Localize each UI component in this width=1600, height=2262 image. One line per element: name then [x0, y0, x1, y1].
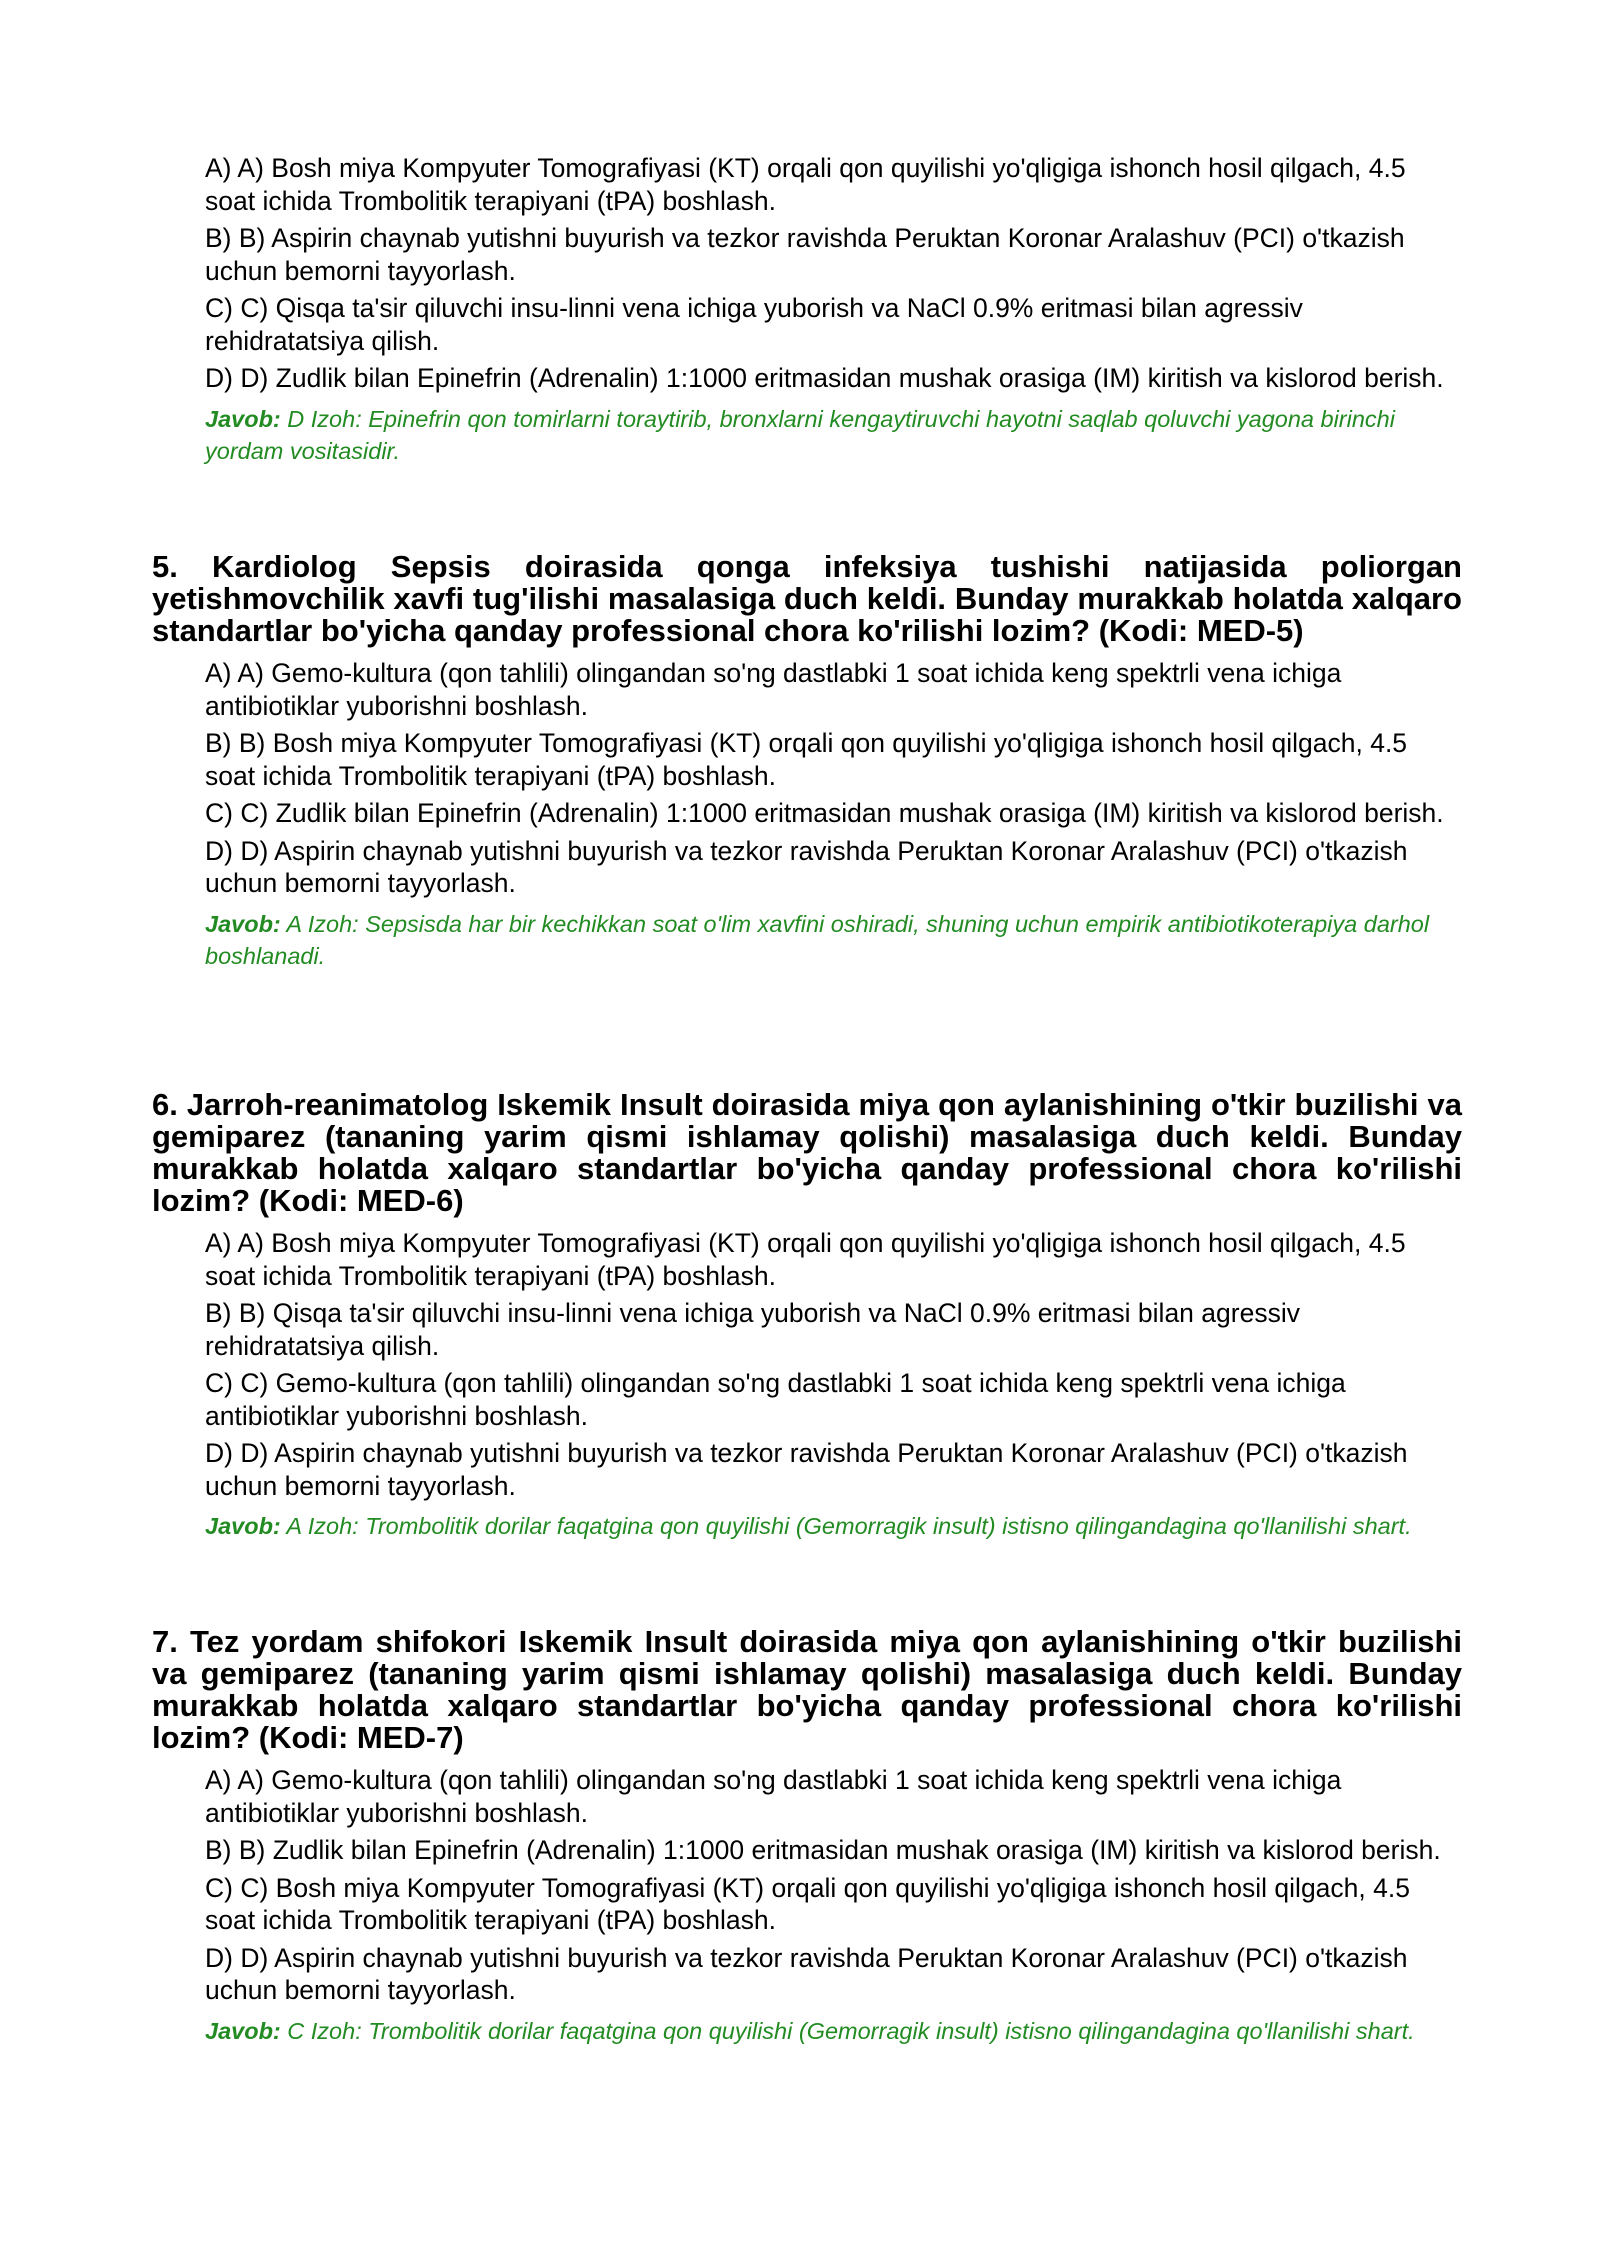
option-a: A) A) Bosh miya Kompyuter Tomografiyasi (KT) orqali qon quyilishi yo'qligiga ishonch hosil qilgach, 4.5 soat ichida Trombolitik terapiyani (tPA) boshlash.	[205, 153, 1406, 216]
option-a: A) A) Gemo-kultura (qon tahlili) olingandan so'ng dastlabki 1 soat ichida keng spektrli vena ichiga antibiotiklar yuborishni boshlash.	[205, 658, 1342, 721]
question-title: 5. Kardiolog Sepsis doirasida qonga infeksiya tushishi natijasida poliorgan yetishmovchilik xavfi tug'ilishi masalasiga duch keldi. Bunday murakkab holatda xalqaro standartlar bo'yicha qanday professional chora ko'rilishi lozim? (Kodi: MED-5)	[152, 549, 1462, 648]
option-b: B) B) Qisqa ta'sir qiluvchi insu-linni vena ichiga yuborish va NaCl 0.9% eritmasi bilan agressiv rehidratatsiya qilish.	[205, 1298, 1300, 1361]
answer-text: A Izoh: Sepsisda har bir kechikkan soat o'lim xavfini oshiradi, shuning uchun empirik antibiotikoterapiya darhol boshlanadi.	[205, 910, 1430, 969]
question-title: 6. Jarroh-reanimatolog Iskemik Insult doirasida miya qon aylanishining o'tkir buzilishi va gemiparez (tananing yarim qismi ishlamay qolishi) masalasiga duch keldi. Bunday murakkab holatda xalqaro standartlar bo'yicha qanday professional chora ko'rilishi lozim? (Kodi: MED-6)	[152, 1087, 1462, 1218]
option-d: D) D) Aspirin chaynab yutishni buyurish va tezkor ravishda Peruktan Koronar Aralashuv (PCI) o'tkazish uchun bemorni tayyorlash.	[205, 1438, 1408, 1501]
question-6	[152, 1089, 1462, 1542]
answer-text: A Izoh: Trombolitik dorilar faqatgina qon quyilishi (Gemorragik insult) istisno qilingandagina qo'llanilishi shart.	[280, 1513, 1412, 1539]
answer-explanation	[205, 1510, 1455, 1542]
options-list	[205, 152, 1462, 467]
answer-explanation	[205, 403, 1455, 467]
answer-text: C Izoh: Trombolitik dorilar faqatgina qon quyilishi (Gemorragik insult) istisno qilingandagina qo'llanilishi shart.	[280, 2017, 1415, 2044]
answer-label: Javob:	[205, 910, 281, 937]
option-c: C) C) Bosh miya Kompyuter Tomografiyasi (KT) orqali qon quyilishi yo'qligiga ishonch hosil qilgach, 4.5 soat ichida Trombolitik terapiyani (tPA) boshlash.	[205, 1872, 1410, 1935]
options-list	[205, 657, 1462, 972]
option-b: B) B) Aspirin chaynab yutishni buyurish va tezkor ravishda Peruktan Koronar Aralashuv (PCI) o'tkazish uchun bemorni tayyorlash.	[205, 223, 1405, 286]
option-d: D) D) Aspirin chaynab yutishni buyurish va tezkor ravishda Peruktan Koronar Aralashuv (PCI) o'tkazish uchun bemorni tayyorlash.	[205, 835, 1408, 898]
option-b: B) B) Zudlik bilan Epinefrin (Adrenalin) 1:1000 eritmasidan mushak orasiga (IM) kiritish va kislorod berish.	[205, 1835, 1441, 1865]
option-c: C) C) Qisqa ta'sir qiluvchi insu-linni vena ichiga yuborish va NaCl 0.9% eritmasi bilan agressiv rehidratatsiya qilish.	[205, 293, 1303, 356]
answer-label: Javob:	[205, 1513, 281, 1539]
question-title: 7. Tez yordam shifokori Iskemik Insult doirasida miya qon aylanishining o'tkir buzilishi va gemiparez (tananing yarim qismi ishlamay qolishi) masalasiga duch keldi. Bunday murakkab holatda xalqaro standartlar bo'yicha qanday professional chora ko'rilishi lozim? (Kodi: MED-7)	[152, 1624, 1462, 1755]
question-5	[152, 551, 1462, 972]
option-a: A) A) Bosh miya Kompyuter Tomografiyasi (KT) orqali qon quyilishi yo'qligiga ishonch hosil qilgach, 4.5 soat ichida Trombolitik terapiyani (tPA) boshlash.	[205, 1228, 1406, 1291]
option-d: D) D) Zudlik bilan Epinefrin (Adrenalin) 1:1000 eritmasidan mushak orasiga (IM) kiritish va kislorod berish.	[205, 363, 1444, 393]
answer-label: Javob:	[205, 2017, 281, 2044]
answer-explanation	[205, 2015, 1455, 2047]
answer-text: D Izoh: Epinefrin qon tomirlarni toraytirib, bronxlarni kengaytiruvchi hayotni saqlab qoluvchi yagona birinchi yordam vositasidir.	[205, 405, 1395, 464]
option-c: C) C) Gemo-kultura (qon tahlili) olingandan so'ng dastlabki 1 soat ichida keng spektrli vena ichiga antibiotiklar yuborishni boshlash.	[205, 1368, 1346, 1431]
option-d: D) D) Aspirin chaynab yutishni buyurish va tezkor ravishda Peruktan Koronar Aralashuv (PCI) o'tkazish uchun bemorni tayyorlash.	[205, 1942, 1408, 2005]
question-4-continued	[152, 152, 1462, 467]
options-list	[205, 1227, 1462, 1542]
option-c: C) C) Zudlik bilan Epinefrin (Adrenalin) 1:1000 eritmasidan mushak orasiga (IM) kiritish va kislorod berish.	[205, 798, 1444, 828]
options-list	[205, 1764, 1462, 2047]
option-a: A) A) Gemo-kultura (qon tahlili) olingandan so'ng dastlabki 1 soat ichida keng spektrli vena ichiga antibiotiklar yuborishni boshlash.	[205, 1765, 1342, 1828]
answer-label: Javob:	[205, 405, 281, 432]
option-b: B) B) Bosh miya Kompyuter Tomografiyasi (KT) orqali qon quyilishi yo'qligiga ishonch hosil qilgach, 4.5 soat ichida Trombolitik terapiyani (tPA) boshlash.	[205, 728, 1408, 791]
question-7	[152, 1626, 1462, 2047]
answer-explanation	[205, 908, 1455, 972]
